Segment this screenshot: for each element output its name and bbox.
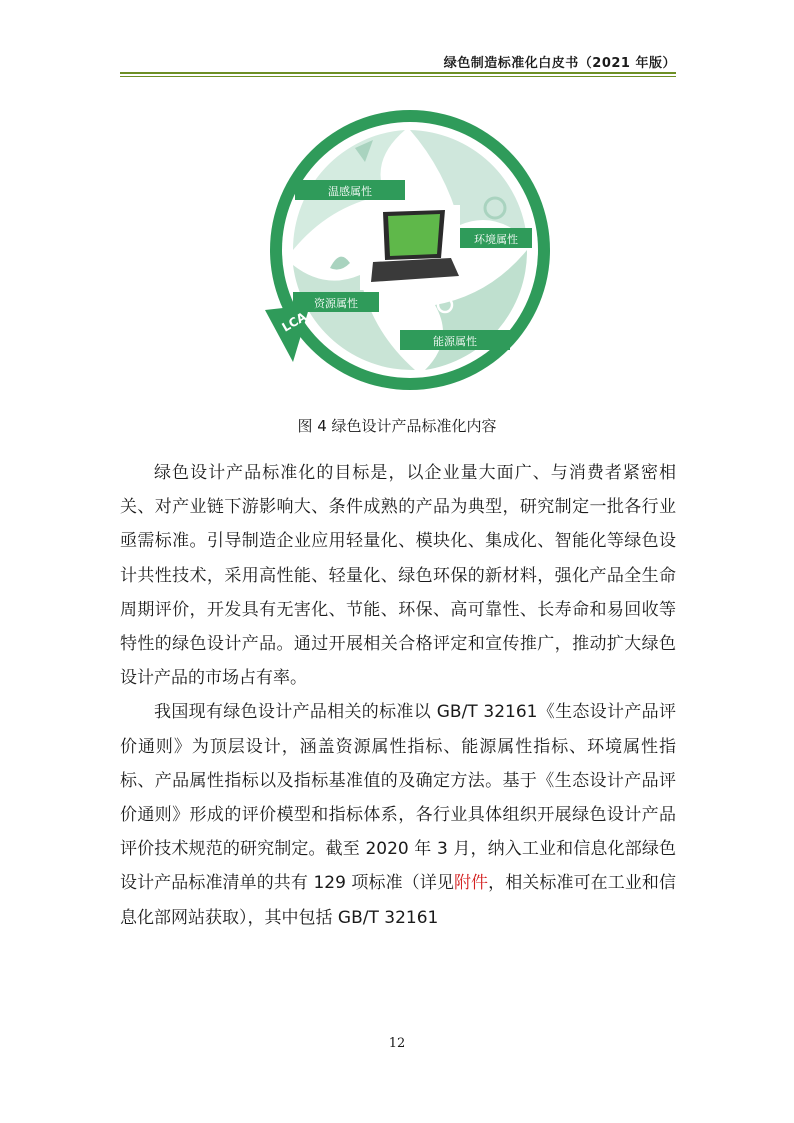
label-resource: 资源属性 [314,297,358,310]
body-text [120,456,676,935]
lca-cycle-graphic [255,100,565,400]
page-header-title: 绿色制造标准化白皮书（2021 年版） [443,56,676,71]
paragraph-2 [120,695,676,934]
label-environment: 环境属性 [474,233,518,246]
paragraph-1: 绿色设计产品标准化的目标是，以企业量大面广、与消费者紧密相关、对产业链下游影响大、条件成熟的产品为典型，研究制定一批各行业亟需标准。引导制造企业应用轻量化、模块化、集成化、智能化等绿色设计共性技术，采用高性能、轻量化、绿色环保的新材料，强化产品全生命周期评价，开发具有无害化、节能、环保、高可靠性、长寿命和易回收等特性的绿色设计产品。通过开展相关合格评定和宣传推广，推动扩大绿色设计产品的市场占有率。 [120,463,676,689]
paragraph-2-text-a: 我国现有绿色设计产品相关的标准以 GB/T 32161《生态设计产品评价通则》为顶层设计，涵盖资源属性指标、能源属性指标、环境属性指标、产品属性指标以及指标基准值的及确定方法。基于《生态设计产品评价通则》形成的评价模型和指标体系，各行业具体组织开展绿色设计产品评价技术规范的研究制定。截至 2020 年 3 月，纳入工业和信息化部绿色设计产品标准清单的共有 129 项标准（详见 [120,702,676,894]
paragraph-2-text-b: ，相关标准可在工业和信息化部网站获取），其中包括 GB/T 32161 [120,873,677,928]
page-number: 12 [388,1036,406,1051]
label-energy: 能源属性 [433,335,477,348]
header-rule [120,72,676,77]
lca-label: LCA [279,309,309,335]
figure-caption: 图 4 绿色设计产品标准化内容 [297,417,497,435]
figure-lca-diagram [255,100,565,400]
label-temperature: 温感属性 [328,185,372,198]
attachment-link[interactable]: 附件 [453,873,489,894]
laptop-display [388,214,440,256]
